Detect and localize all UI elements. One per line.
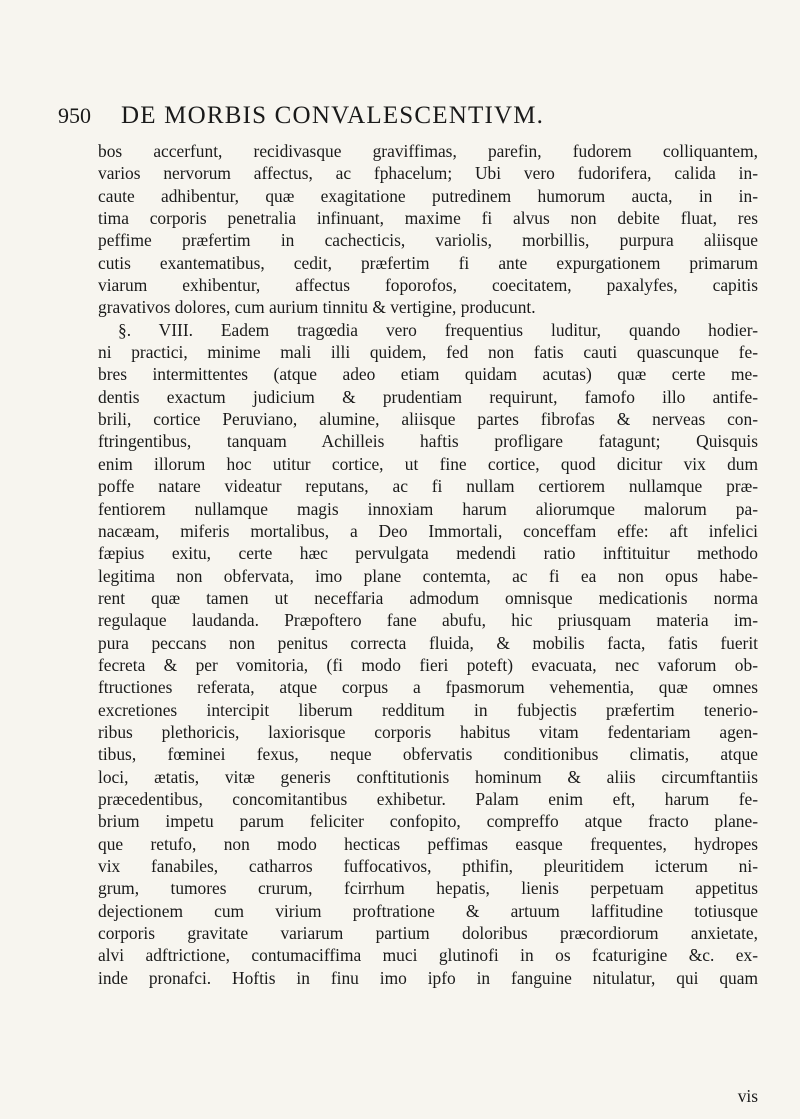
text-line: rent quæ tamen ut neceffaria admodum omnisque medicationis norma bbox=[98, 587, 758, 608]
body-text bbox=[98, 140, 758, 989]
text-line: alvi adftrictione, contumaciffima muci glutinofi in os fcaturigine &c. ex- bbox=[98, 945, 758, 966]
text-line: enim illorum hoc utitur cortice, ut fine cortice, quod dicitur vix dum bbox=[98, 453, 758, 474]
text-line: dentis exactum judicium & prudentiam requirunt, famofo illo antife- bbox=[98, 386, 758, 407]
text-line: brili, cortice Peruviano, alumine, aliisque partes fibrofas & nerveas con- bbox=[98, 409, 758, 430]
text-line: grum, tumores crurum, fcirrhum hepatis, lienis perpetuam appetitus bbox=[98, 878, 758, 899]
page-number: 950 bbox=[58, 103, 91, 128]
text-line: loci, ætatis, vitæ generis conftitutionis hominum & aliis circumftantiis bbox=[98, 766, 758, 787]
text-line: peffime præfertim in cachecticis, variolis, morbillis, purpura aliisque bbox=[98, 230, 758, 251]
text-line: pura peccans non penitus correcta fluida, & mobilis facta, fatis fuerit bbox=[98, 632, 758, 653]
text-line: brium impetu parum feliciter confopito, compreffo atque fracto plane- bbox=[98, 811, 758, 832]
text-line: excretiones intercipit liberum redditum in fubjectis præfertim tenerio- bbox=[98, 699, 758, 720]
text-line: ftringentibus, tanquam Achilleis haftis profligare fatagunt; Quisquis bbox=[98, 431, 758, 452]
catchword: vis bbox=[737, 1086, 758, 1106]
text-line: fæpius exitu, certe hæc pervulgata medendi ratio inftituitur methodo bbox=[98, 543, 758, 564]
text-line: ftructiones referata, atque corpus a fpasmorum vehementia, quæ omnes bbox=[98, 677, 758, 698]
text-line: ribus plethoricis, laxiorisque corporis habitus vitam fedentariam agen- bbox=[98, 721, 758, 742]
text-line: tima corporis penetralia infinuant, maxime fi alvus non debite fluat, res bbox=[98, 208, 758, 229]
text-line: varios nervorum affectus, ac fphacelum; Ubi vero fudorifera, calida in- bbox=[98, 163, 758, 184]
text-line: fecreta & per vomitoria, (fi modo fieri poteft) evacuata, nec vaforum ob- bbox=[98, 654, 758, 675]
text-line: bos accerfunt, recidivasque graviffimas, parefin, fudorem colliquantem, bbox=[98, 141, 758, 161]
running-head bbox=[58, 102, 758, 136]
text-line: ni practici, minime mali illi quidem, fed non fatis cauti quascunque fe- bbox=[98, 342, 758, 363]
running-head-title: DE MORBIS CONVALESCENTIVM. bbox=[121, 102, 545, 129]
text-line: fentiorem nullamque magis innoxiam harum aliorumque malorum pa- bbox=[98, 498, 758, 519]
text-line: caute adhibentur, quæ exagitatione putredinem humorum aucta, in in- bbox=[98, 185, 758, 206]
text-line: tibus, fœminei fexus, neque obfervatis conditionibus climatis, atque bbox=[98, 744, 758, 765]
text-line: cutis exantematibus, cedit, præfertim fi ante expurgationem primarum bbox=[98, 252, 758, 273]
text-line: dejectionem cum virium proftratione & artuum laffitudine totiusque bbox=[98, 900, 758, 921]
text-line: regulaque laudanda. Præpoftero fane abufu, hic priusquam materia im- bbox=[98, 610, 758, 631]
text-line: legitima non obfervata, imo plane contemta, ac fi ea non opus habe- bbox=[98, 565, 758, 586]
section-heading-line: §. VIII. Eadem tragœdia vero frequentius luditur, quando hodier- bbox=[118, 319, 758, 340]
text-line: bres intermittentes (atque adeo etiam quidam acutas) quæ certe me- bbox=[98, 364, 758, 385]
text-line: corporis gravitate variarum partium doloribus præcordiorum anxietate, bbox=[98, 923, 758, 944]
text-line: inde pronafci. Hoftis in finu imo ipfo in fanguine nitulatur, qui quam bbox=[98, 967, 758, 988]
text-line: vix fanabiles, catharros fuffocativos, pthifin, pleuritidem icterum ni- bbox=[98, 856, 758, 876]
text-line: nacæam, miferis mortalibus, a Deo Immortali, conceffam effe: aft infelici bbox=[98, 520, 758, 541]
text-line: poffe natare videatur reputans, ac fi nullam certiorem nullamque præ- bbox=[98, 476, 758, 497]
text-line: que retufo, non modo hecticas peffimas easque frequentes, hydropes bbox=[98, 833, 758, 854]
text-line: præcedentibus, concomitantibus exhibetur. Palam enim eft, harum fe- bbox=[98, 788, 758, 809]
text-line: gravativos dolores, cum aurium tinnitu & vertigine, producunt. bbox=[98, 297, 536, 318]
text-line: viarum exhibentur, affectus foporofos, coecitatem, paxalyfes, capitis bbox=[98, 275, 758, 296]
